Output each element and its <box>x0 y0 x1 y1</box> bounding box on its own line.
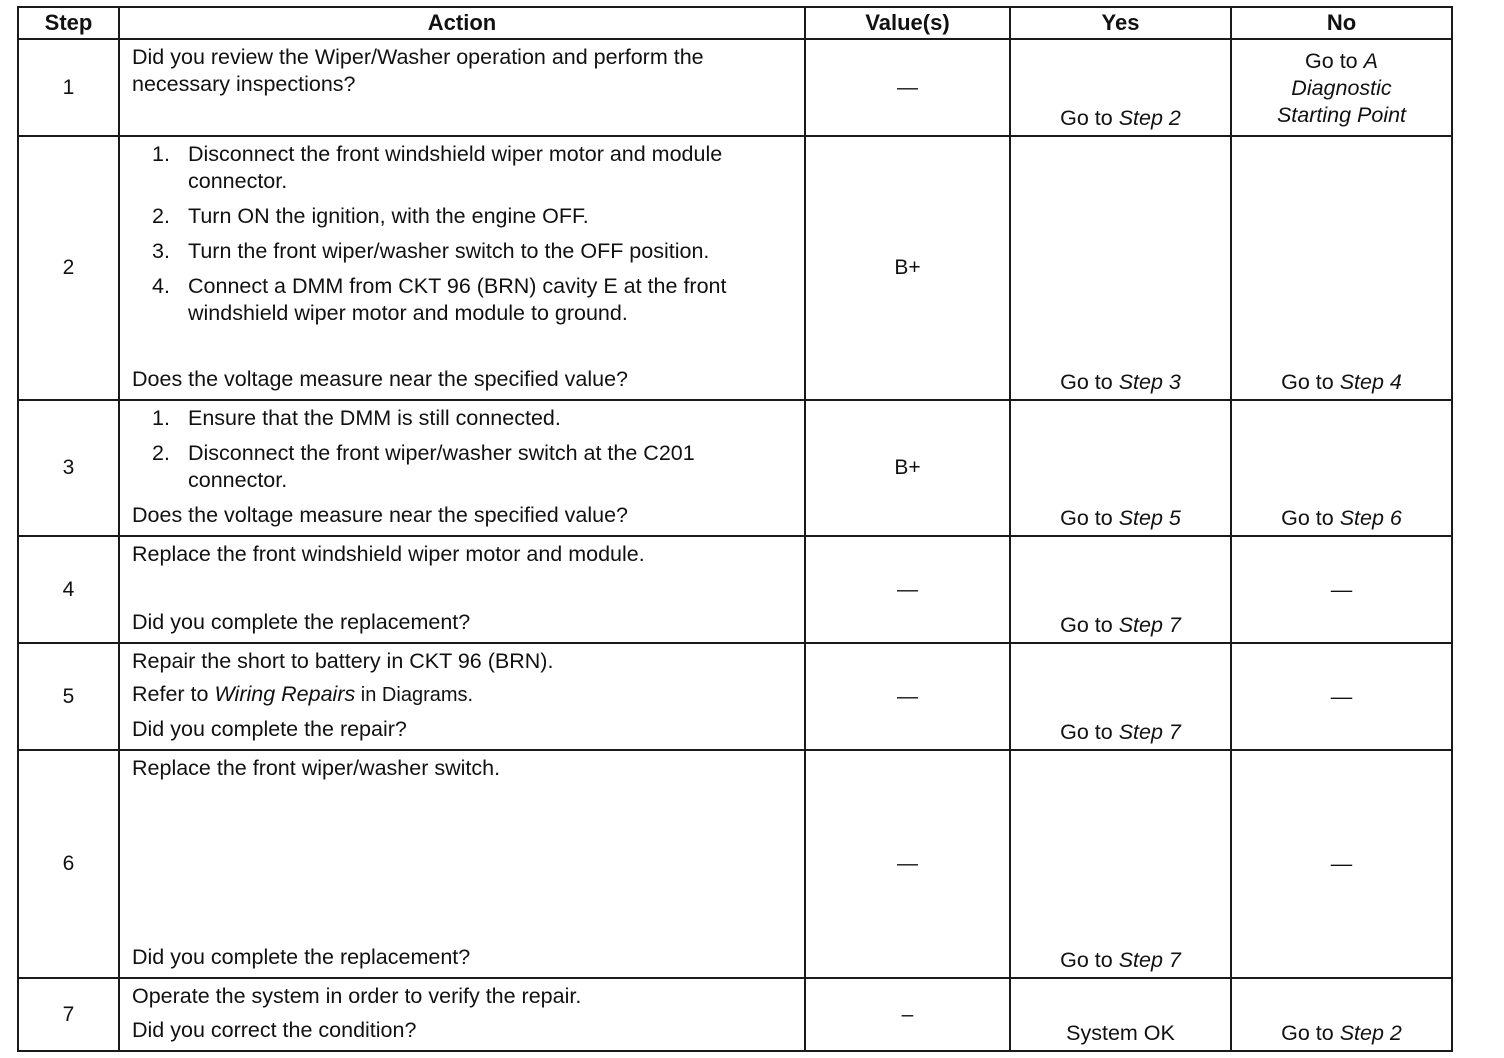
action-steps <box>132 141 794 327</box>
yes-link[interactable] <box>1011 613 1230 638</box>
action-question: Did you complete the replacement? <box>132 610 471 634</box>
no-link[interactable] <box>1232 506 1451 531</box>
item-number: 2. <box>152 204 170 228</box>
value-cell: – <box>805 978 1010 1051</box>
no-ref: Starting Point <box>1276 103 1407 127</box>
yes-ref: Step 7 <box>1118 613 1181 637</box>
table-row <box>18 536 1452 643</box>
action-text: Did you review the Wiper/Washer operation and perform the necessary inspections? <box>132 45 704 96</box>
list-item <box>132 203 794 230</box>
item-text: Disconnect the front windshield wiper motor and module connector. <box>188 142 723 193</box>
refer-ref[interactable]: Wiring Repairs <box>214 682 356 706</box>
no-ref: A <box>1363 49 1378 73</box>
no-cell <box>1231 400 1452 536</box>
no-cell <box>1231 978 1452 1051</box>
yes-cell <box>1010 978 1231 1051</box>
no-cell <box>1231 750 1452 978</box>
action-cell <box>119 643 805 750</box>
list-item <box>132 238 794 265</box>
no-link[interactable] <box>1232 48 1451 129</box>
list-item <box>132 273 794 327</box>
table-row <box>18 978 1452 1051</box>
yes-ref: Step 3 <box>1118 370 1181 394</box>
item-text: Turn the front wiper/washer switch to the OFF position. <box>188 239 710 263</box>
item-number: 3. <box>152 239 170 263</box>
action-question: Does the voltage measure near the specified value? <box>132 367 629 391</box>
no-ref: Step 6 <box>1339 506 1402 530</box>
refer-suffix: in Diagrams. <box>355 684 474 706</box>
step-number: 1 <box>18 39 119 136</box>
value-cell: — <box>805 643 1010 750</box>
refer-line <box>132 681 794 709</box>
table-row <box>18 643 1452 750</box>
yes-cell <box>1010 750 1231 978</box>
refer-prefix: Refer to <box>132 682 215 706</box>
table-row <box>18 400 1452 536</box>
item-number: 1. <box>152 406 170 430</box>
yes-cell <box>1010 643 1231 750</box>
no-prefix: Go to <box>1281 506 1340 530</box>
no-prefix: Go to <box>1305 49 1364 73</box>
header-row <box>18 7 1452 39</box>
no-cell <box>1231 643 1452 750</box>
value-cell: — <box>805 750 1010 978</box>
value-cell: B+ <box>805 400 1010 536</box>
no-prefix: Go to <box>1281 370 1340 394</box>
item-number: 4. <box>152 274 170 298</box>
no-cell <box>1231 536 1452 643</box>
no-value: — <box>1330 577 1353 601</box>
action-cell <box>119 400 805 536</box>
yes-ref: Step 7 <box>1118 948 1181 972</box>
action-question: Did you complete the repair? <box>132 717 407 741</box>
value-cell: B+ <box>805 136 1010 400</box>
action-question: Does the voltage measure near the specified value? <box>132 503 629 527</box>
no-prefix: Go to <box>1281 1021 1340 1045</box>
list-item <box>132 405 794 432</box>
yes-ref: Step 2 <box>1118 106 1181 130</box>
no-ref: Step 2 <box>1339 1021 1402 1045</box>
no-ref: Diagnostic <box>1291 76 1392 100</box>
no-value: — <box>1330 851 1353 876</box>
table-row <box>18 750 1452 978</box>
no-link[interactable] <box>1232 1021 1451 1046</box>
step-number: 7 <box>18 978 119 1051</box>
no-cell <box>1231 136 1452 400</box>
yes-link[interactable] <box>1011 506 1230 531</box>
no-link[interactable] <box>1232 370 1451 395</box>
yes-prefix: Go to <box>1060 506 1119 530</box>
action-cell <box>119 39 805 136</box>
item-text: Turn ON the ignition, with the engine OFF. <box>188 204 589 228</box>
table-row <box>18 136 1452 400</box>
header-action: Action <box>119 7 805 39</box>
action-question: Did you correct the condition? <box>132 1018 417 1042</box>
action-text: Replace the front wiper/washer switch. <box>132 756 501 780</box>
no-ref: Step 4 <box>1339 370 1402 394</box>
action-steps <box>132 405 794 494</box>
action-cell <box>119 536 805 643</box>
list-item <box>132 440 794 494</box>
list-item <box>132 141 794 195</box>
yes-prefix: Go to <box>1060 370 1119 394</box>
yes-ref: Step 7 <box>1118 720 1181 744</box>
yes-prefix: Go to <box>1060 106 1119 130</box>
yes-link[interactable] <box>1011 720 1230 745</box>
action-text: Operate the system in order to verify the repair. <box>132 984 582 1008</box>
diagnostic-table <box>17 6 1453 1052</box>
yes-link[interactable] <box>1011 106 1230 131</box>
item-text: Ensure that the DMM is still connected. <box>188 406 561 430</box>
yes-cell <box>1010 536 1231 643</box>
no-value: — <box>1330 684 1353 708</box>
yes-prefix: Go to <box>1060 948 1119 972</box>
action-cell <box>119 136 805 400</box>
action-cell <box>119 978 805 1051</box>
yes-cell <box>1010 39 1231 136</box>
yes-prefix: Go to <box>1060 720 1119 744</box>
yes-link[interactable] <box>1011 370 1230 395</box>
action-question: Did you complete the replacement? <box>132 945 471 969</box>
item-number: 2. <box>152 441 170 465</box>
value-cell: — <box>805 39 1010 136</box>
header-no: No <box>1231 7 1452 39</box>
step-number: 3 <box>18 400 119 536</box>
no-cell <box>1231 39 1452 136</box>
step-number: 2 <box>18 136 119 400</box>
item-number: 1. <box>152 142 170 166</box>
step-number: 6 <box>18 750 119 978</box>
step-number: 5 <box>18 643 119 750</box>
action-text: Repair the short to battery in CKT 96 (BRN). <box>132 649 554 673</box>
yes-link[interactable] <box>1011 948 1230 973</box>
header-step: Step <box>18 7 119 39</box>
yes-ref: Step 5 <box>1118 506 1181 530</box>
header-yes: Yes <box>1010 7 1231 39</box>
yes-prefix: Go to <box>1060 613 1119 637</box>
yes-value: System OK <box>1066 1021 1175 1045</box>
value-cell: — <box>805 536 1010 643</box>
header-values: Value(s) <box>805 7 1010 39</box>
action-cell <box>119 750 805 978</box>
yes-cell <box>1010 136 1231 400</box>
step-number: 4 <box>18 536 119 643</box>
item-text: Disconnect the front wiper/washer switch at the C201 connector. <box>188 441 695 492</box>
table-row <box>18 39 1452 136</box>
yes-cell <box>1010 400 1231 536</box>
action-text: Replace the front windshield wiper motor and module. <box>132 542 645 566</box>
item-text: Connect a DMM from CKT 96 (BRN) cavity E at the front windshield wiper motor and module to ground. <box>188 274 727 325</box>
